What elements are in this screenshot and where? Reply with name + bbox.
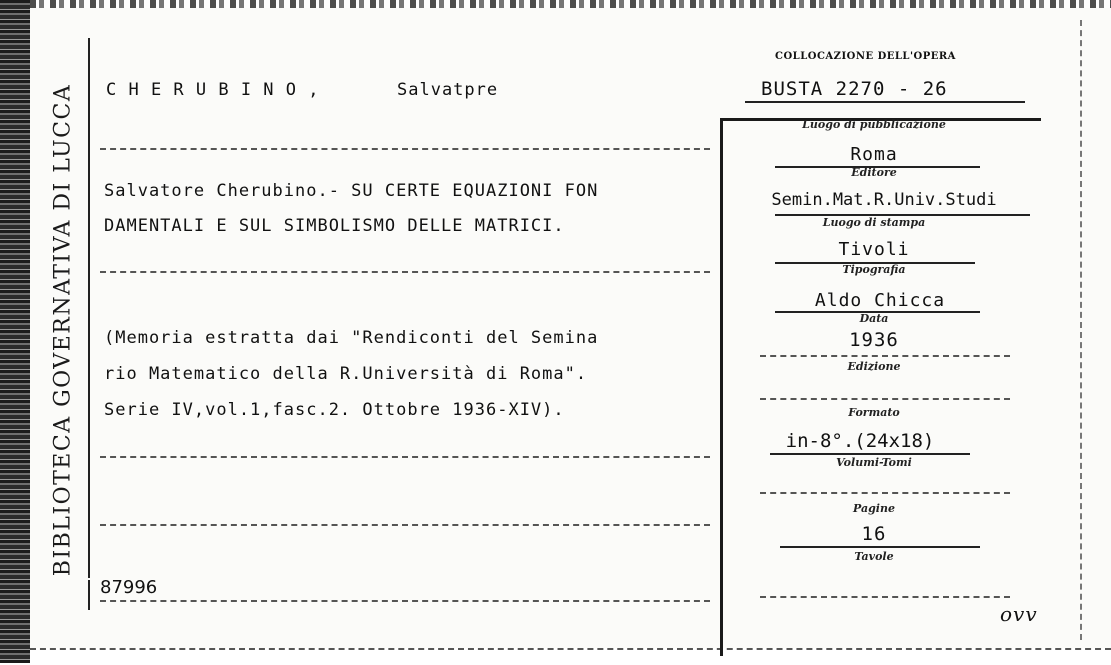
note-line-1: (Memoria estratta dai "Rendiconti del Semina [104, 328, 599, 348]
title-line-1: Salvatore Cherubino.- SU CERTE EQUAZIONI FON [104, 181, 599, 201]
collocation-label: COLLOCAZIONE DELL'OPERA [775, 51, 956, 62]
format-value: in-8°.(24x18) [785, 430, 935, 452]
volumes-underline [760, 492, 1010, 494]
print-place-value: Tivoli [838, 239, 910, 260]
printer-value: Aldo Chicca [814, 290, 946, 311]
collocation-underline [745, 101, 1025, 103]
format-label: Formato [848, 406, 900, 419]
publisher-label: Editore [851, 166, 897, 179]
rule-line [100, 271, 710, 273]
note-line-2: rio Matematico della R.Università di Roma". [104, 364, 588, 384]
right-edge-line [1080, 20, 1082, 640]
print-place-label: Luogo di stampa [822, 216, 926, 229]
initials: ovv [1000, 602, 1038, 626]
card-left-edge [0, 0, 30, 663]
date-underline [760, 355, 1010, 357]
rule-line [100, 148, 710, 150]
pages-value: 16 [861, 523, 887, 545]
plates-underline [760, 596, 1010, 598]
pages-label: Pagine [853, 502, 895, 515]
printer-label: Tipografia [842, 263, 906, 276]
rule-line [100, 600, 710, 602]
library-name: BIBLIOTECA GOVERNATIVA DI LUCCA [50, 83, 76, 577]
format-underline [770, 453, 970, 455]
rule-line [100, 456, 710, 458]
author-first-name: Salvatpre [397, 80, 499, 100]
author-surname: C H E R U B I N O , [106, 80, 320, 100]
title-line-2: DAMENTALI E SUL SIMBOLISMO DELLE MATRICI. [104, 216, 565, 236]
date-value: 1936 [849, 329, 899, 351]
card-top-edge [30, 0, 1111, 8]
collocation-value: BUSTA 2270 - 26 [761, 78, 948, 100]
left-rule [88, 38, 90, 578]
note-line-3: Serie IV,vol.1,fasc.2. Ottobre 1936-XIV). [104, 400, 565, 420]
rule-line [100, 524, 710, 526]
edition-label: Edizione [847, 360, 901, 373]
volumes-label: Volumi-Tomi [836, 456, 912, 469]
place-value: Roma [850, 144, 898, 165]
place-label: Luogo di pubblicazione [802, 118, 946, 131]
publisher-value: Semin.Mat.R.Univ.Studi [771, 190, 997, 210]
edition-underline [760, 398, 1010, 400]
left-rule-bottom [88, 580, 90, 610]
inventory-number: 87996 [100, 577, 158, 598]
pages-underline [780, 546, 980, 548]
date-label: Data [859, 312, 889, 325]
plates-label: Tavole [854, 550, 894, 563]
